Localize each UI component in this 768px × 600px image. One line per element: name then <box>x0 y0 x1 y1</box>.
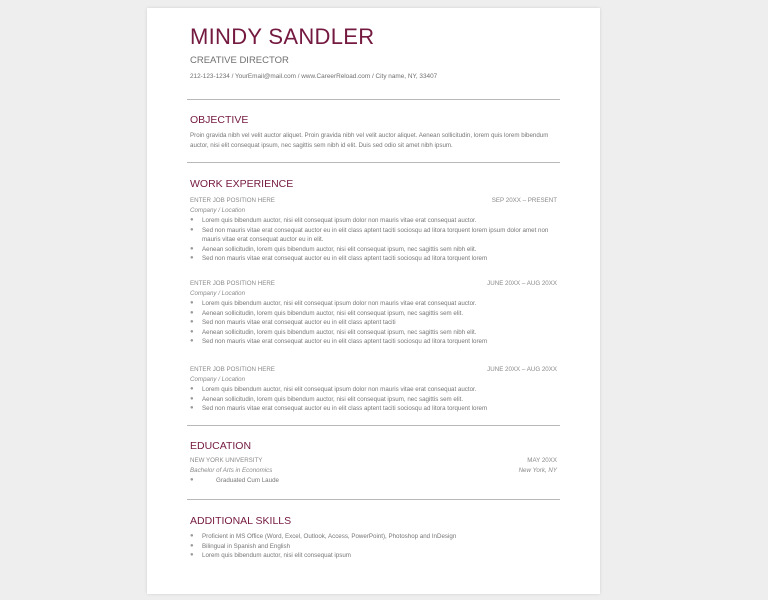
list-item: ● Lorem quis bibendum auctor, nisi elit consequat ipsum dolor non mauris vitae erat consequat auctor. <box>190 386 477 393</box>
job-entry-3 <box>190 365 557 414</box>
bullet-icon: ● <box>190 328 194 335</box>
bullet-icon: ● <box>190 542 194 549</box>
job-company: Company / Location <box>190 290 246 297</box>
education-date: MAY 20XX <box>527 457 557 464</box>
bullet-icon: ● <box>190 217 194 223</box>
list-item: ● Aenean sollicitudin, lorem quis bibendum auctor, nisi elit consequat ipsum, nec sagittis sem nibh elit. <box>190 245 477 253</box>
degree: Bachelor of Arts in Economics <box>190 467 273 474</box>
bullet-icon: ● <box>190 319 194 325</box>
contact-line: 212-123-1234 / YourEmail@mail.com / www.CareerReload.com / City name, NY, 33407 <box>190 73 438 80</box>
bullet-icon: ● <box>190 255 194 261</box>
experience-heading: WORK EXPERIENCE <box>190 178 294 190</box>
objective-heading: OBJECTIVE <box>190 114 249 126</box>
bullet-icon: ● <box>190 395 194 402</box>
skills-heading: ADDITIONAL SKILLS <box>190 515 292 527</box>
divider-objective <box>187 162 560 163</box>
job-dates: SEP 20XX – PRESENT <box>491 197 557 204</box>
list-item: ● Sed non mauris vitae erat consequat auctor eu in elit class aptent taciti sociosqu ad litora torquent lorem <box>190 338 488 345</box>
job-entry-2 <box>190 279 557 347</box>
objective-text: Proin gravida nibh vel velit auctor aliquet. Proin gravida nibh vel velit auctor aliquet. Aenean sollicitudin, lorem quis lorem bibendum auctor, nisi elit consequat ipsum, nec sagittis sem nibh id elit. Duis sed odio sit amet nibh ipsum. <box>190 132 549 149</box>
job-title: ENTER JOB POSITION HERE <box>190 366 275 373</box>
list-item: ● Sed non mauris vitae erat consequat auctor eu in elit class aptent taciti <box>190 319 396 326</box>
bullet-icon: ● <box>190 533 194 539</box>
skills-entry <box>190 532 557 561</box>
bullet-icon: ● <box>190 477 194 483</box>
divider-education <box>187 499 560 500</box>
education-bullets <box>190 476 557 486</box>
list-item: ● Lorem quis bibendum auctor, nisi elit consequat ipsum <box>190 552 351 559</box>
list-item: ● Sed non mauris vitae erat consequat auctor eu in elit class aptent taciti sociosqu ad litora torquent lorem <box>190 405 488 412</box>
bullet-icon: ● <box>190 338 194 344</box>
job-title: ENTER JOB POSITION HERE <box>190 280 275 287</box>
divider-header <box>187 99 560 100</box>
bullet-icon: ● <box>190 309 194 316</box>
list-item: ● Sed non mauris vitae erat consequat auctor eu in elit class aptent taciti sociosqu ad litora torquent lorem ipsum dolor amet non mauris vitae erat consequat auctor eu in elit. <box>190 226 549 243</box>
job-bullets <box>190 216 557 264</box>
bullet-icon: ● <box>190 245 194 252</box>
bullet-icon: ● <box>190 226 194 233</box>
resume-page <box>147 8 600 594</box>
list-item: ● Proficient in MS Office (Word, Excel, Outlook, Access, PowerPoint), Photoshop and InDesign <box>190 533 457 540</box>
job-bullets <box>190 299 557 347</box>
list-item: ● Lorem quis bibendum auctor, nisi elit consequat ipsum dolor non mauris vitae erat consequat auctor. <box>190 300 477 307</box>
list-item: ● Bilingual in Spanish and English <box>190 542 291 550</box>
education-heading: EDUCATION <box>190 440 252 452</box>
list-item: ● Graduated Cum Laude <box>190 477 279 484</box>
divider-experience <box>187 425 560 426</box>
school-name: NEW YORK UNIVERSITY <box>190 457 263 464</box>
job-company: Company / Location <box>190 376 246 383</box>
skills-bullets <box>190 532 557 561</box>
bullet-icon: ● <box>190 405 194 411</box>
list-item: ● Aenean sollicitudin, lorem quis bibendum auctor, nisi elit consequat ipsum, nec sagittis sem elit. <box>190 395 464 403</box>
job-bullets <box>190 385 557 414</box>
education-entry <box>190 456 557 486</box>
education-location: New York, NY <box>518 467 557 474</box>
list-item: ● Sed non mauris vitae erat consequat auctor eu in elit class aptent taciti sociosqu ad litora torquent lorem <box>190 255 488 262</box>
list-item: ● Aenean sollicitudin, lorem quis bibendum auctor, nisi elit consequat ipsum, nec sagittis sem nibh elit. <box>190 328 477 336</box>
bullet-icon: ● <box>190 552 194 558</box>
job-company: Company / Location <box>190 207 246 214</box>
job-dates: JUNE 20XX – AUG 20XX <box>487 280 557 287</box>
list-item: ● Lorem quis bibendum auctor, nisi elit consequat ipsum dolor non mauris vitae erat consequat auctor. <box>190 217 477 224</box>
job-dates: JUNE 20XX – AUG 20XX <box>487 366 557 373</box>
job-entry-1 <box>190 196 557 264</box>
resume-name: MINDY SANDLER <box>190 24 375 49</box>
bullet-icon: ● <box>190 386 194 392</box>
list-item: ● Aenean sollicitudin, lorem quis bibendum auctor, nisi elit consequat ipsum, nec sagittis sem elit. <box>190 309 464 317</box>
resume-role: CREATIVE DIRECTOR <box>190 55 289 66</box>
job-title: ENTER JOB POSITION HERE <box>190 197 275 204</box>
bullet-icon: ● <box>190 300 194 306</box>
